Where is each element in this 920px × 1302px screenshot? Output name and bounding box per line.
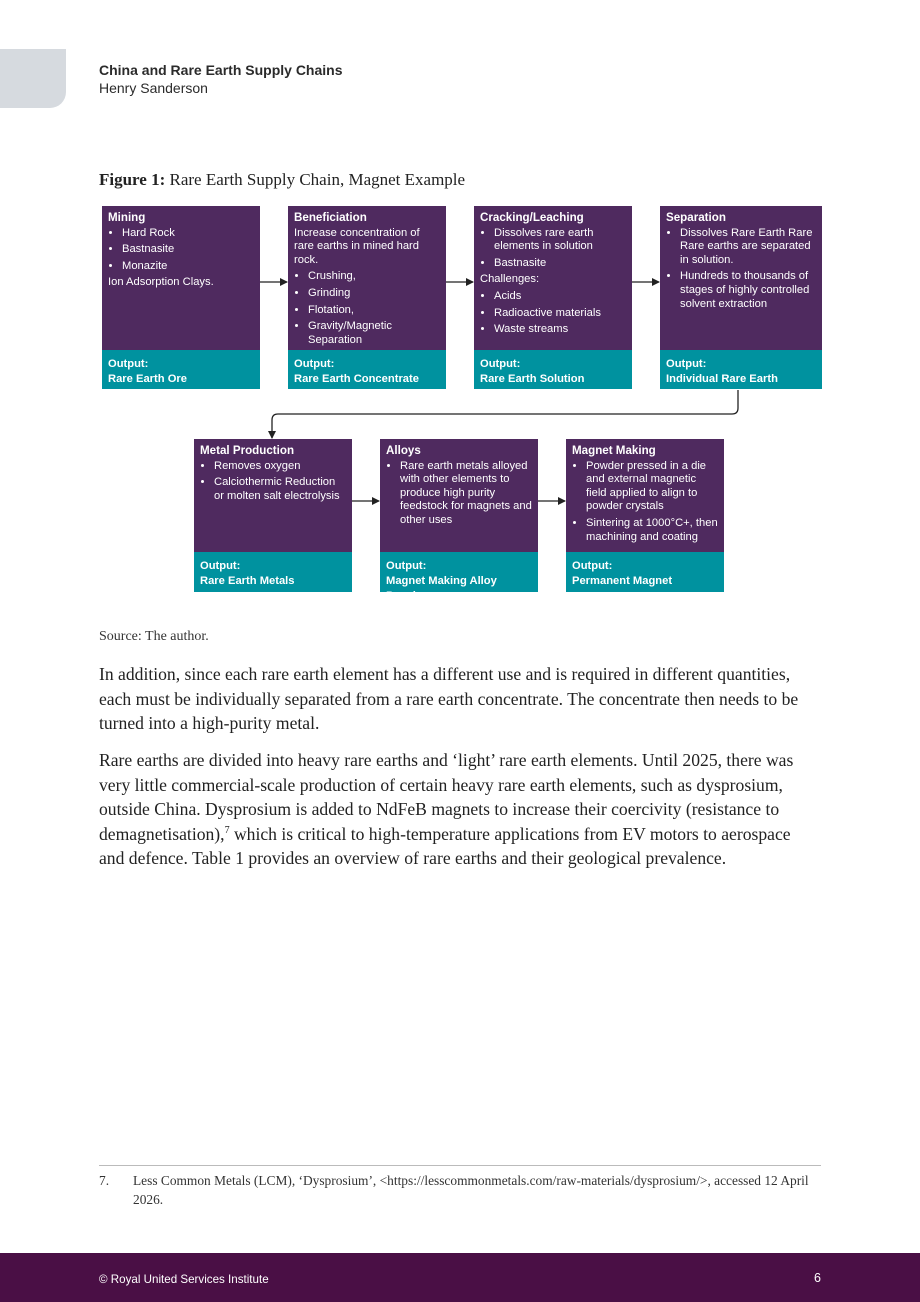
stage-bullet: • Flotation, bbox=[308, 304, 440, 318]
stage-magnet-making bbox=[566, 439, 724, 592]
report-title: China and Rare Earth Supply Chains bbox=[99, 62, 343, 78]
challenge-bullet: • Waste streams bbox=[494, 323, 626, 337]
stage-output: Magnet Making Alloy Powder bbox=[386, 575, 497, 602]
stage-output: Rare Earth Ore bbox=[108, 373, 187, 385]
stage-output: Permanent Magnet bbox=[572, 575, 673, 587]
stage-bullet: • Hard Rock bbox=[122, 227, 254, 241]
stage-bullet: • Powder pressed in a die and external magnetic field applied to align to powder crystals bbox=[586, 460, 718, 514]
stage-bullet: • Bastnasite bbox=[494, 257, 626, 271]
stage-heading: Magnet Making bbox=[572, 444, 656, 457]
output-label: Output: bbox=[200, 560, 241, 572]
stage-bullet: • Bastnasite bbox=[122, 243, 254, 257]
stage-bullet: • Crushing, bbox=[308, 270, 440, 284]
stage-heading: Separation bbox=[666, 211, 726, 224]
challenge-bullet: • Acids bbox=[494, 290, 626, 304]
corner-tab bbox=[0, 49, 66, 108]
challenges-label: Challenges: bbox=[480, 273, 540, 286]
output-label: Output: bbox=[480, 358, 521, 370]
stage-heading: Alloys bbox=[386, 444, 421, 457]
figure-label: Figure 1: bbox=[99, 170, 166, 189]
stage-heading: Mining bbox=[108, 211, 146, 224]
paragraph-text: which is critical to high-temperature applications from EV motors to aerospace and defence. Table 1 provides an overview of rare earths and their geological prevalence. bbox=[99, 823, 791, 869]
figure-caption: Rare Earth Supply Chain, Magnet Example bbox=[169, 170, 466, 189]
stage-bullet: • Sintering at 1000°C+, then machining and coating bbox=[586, 517, 718, 544]
output-label: Output: bbox=[108, 358, 149, 370]
stage-bullet: • Monazite bbox=[122, 260, 254, 274]
stage-alloys bbox=[380, 439, 538, 602]
footer-copyright: © Royal United Services Institute bbox=[99, 1273, 269, 1286]
stage-output: Rare Earth Metals bbox=[200, 575, 295, 587]
output-label: Output: bbox=[386, 560, 427, 572]
footnote-ref[interactable]: 7 bbox=[224, 824, 230, 836]
stage-heading: Beneficiation bbox=[294, 211, 367, 224]
stage-bullet: • Calciothermic Reduction or molten salt electrolysis bbox=[214, 476, 346, 503]
body-paragraph-1: In addition, since each rare earth element has a different use and is required in different quantities, each must be individually separated from a rare earth concentrate. The concentrate then needs to be turned into a high-purity metal. bbox=[99, 664, 799, 734]
stage-output: Individual Rare Earth Oxides bbox=[666, 373, 778, 400]
stage-mining bbox=[102, 206, 260, 389]
stage-separation bbox=[660, 206, 822, 400]
output-label: Output: bbox=[572, 560, 613, 572]
stage-text: Increase concentration of rare earths in mined hard rock. bbox=[294, 226, 420, 266]
body-paragraph-2 bbox=[99, 748, 819, 871]
stage-bullet: • Dissolves rare earth elements in solution bbox=[494, 227, 626, 254]
page-number: 6 bbox=[814, 1271, 821, 1285]
stage-cracking-leaching bbox=[474, 206, 632, 389]
running-header bbox=[99, 61, 343, 97]
stage-bullet: • Dissolves Rare Earth Rare Rare earths are separated in solution. bbox=[680, 227, 816, 268]
footnote-divider bbox=[99, 1165, 821, 1166]
stage-bullet: • Rare earth metals alloyed with other elements to produce high purity feedstock for magnets and other uses bbox=[400, 460, 532, 528]
stage-bullet: • Gravity/Magnetic Separation bbox=[308, 320, 440, 347]
footnote-text: Less Common Metals (LCM), ‘Dysprosium’, <https://lesscommonmetals.com/raw-materials/dysprosium/>, accessed 12 April 2026. bbox=[133, 1173, 809, 1207]
stage-output: Rare Earth Solution bbox=[480, 373, 585, 385]
stage-output: Rare Earth Concentrate bbox=[294, 373, 419, 385]
footnote-number: 7. bbox=[99, 1173, 110, 1188]
report-author: Henry Sanderson bbox=[99, 80, 208, 96]
stage-metal-production bbox=[194, 439, 352, 592]
page-footer bbox=[0, 1253, 920, 1302]
challenge-bullet: • Radioactive materials bbox=[494, 307, 626, 321]
stage-beneficiation bbox=[288, 206, 446, 389]
footnote bbox=[99, 1171, 821, 1209]
stage-text: Ion Adsorption Clays. bbox=[108, 276, 214, 289]
output-label: Output: bbox=[666, 358, 707, 370]
figure-source: Source: The author. bbox=[99, 629, 209, 644]
stage-heading: Metal Production bbox=[200, 444, 295, 457]
stage-bullet: • Grinding bbox=[308, 287, 440, 301]
stage-bullet: • Removes oxygen bbox=[214, 460, 346, 474]
paragraph-text: Rare earths are divided into heavy rare earths and ‘light’ rare earth elements. Until 2025, there was very little commercial-scale production of certain heavy rare earth elements, such as dysprosium, outside China. Dysprosium is added to NdFeB magnets to increase their coercivity (resistance to demagnetisation), bbox=[99, 750, 794, 844]
stage-heading: Cracking/Leaching bbox=[480, 211, 584, 224]
stage-bullet: • Hundreds to thousands of stages of highly controlled solvent extraction bbox=[680, 270, 816, 311]
output-label: Output: bbox=[294, 358, 335, 370]
figure-title bbox=[99, 170, 465, 190]
